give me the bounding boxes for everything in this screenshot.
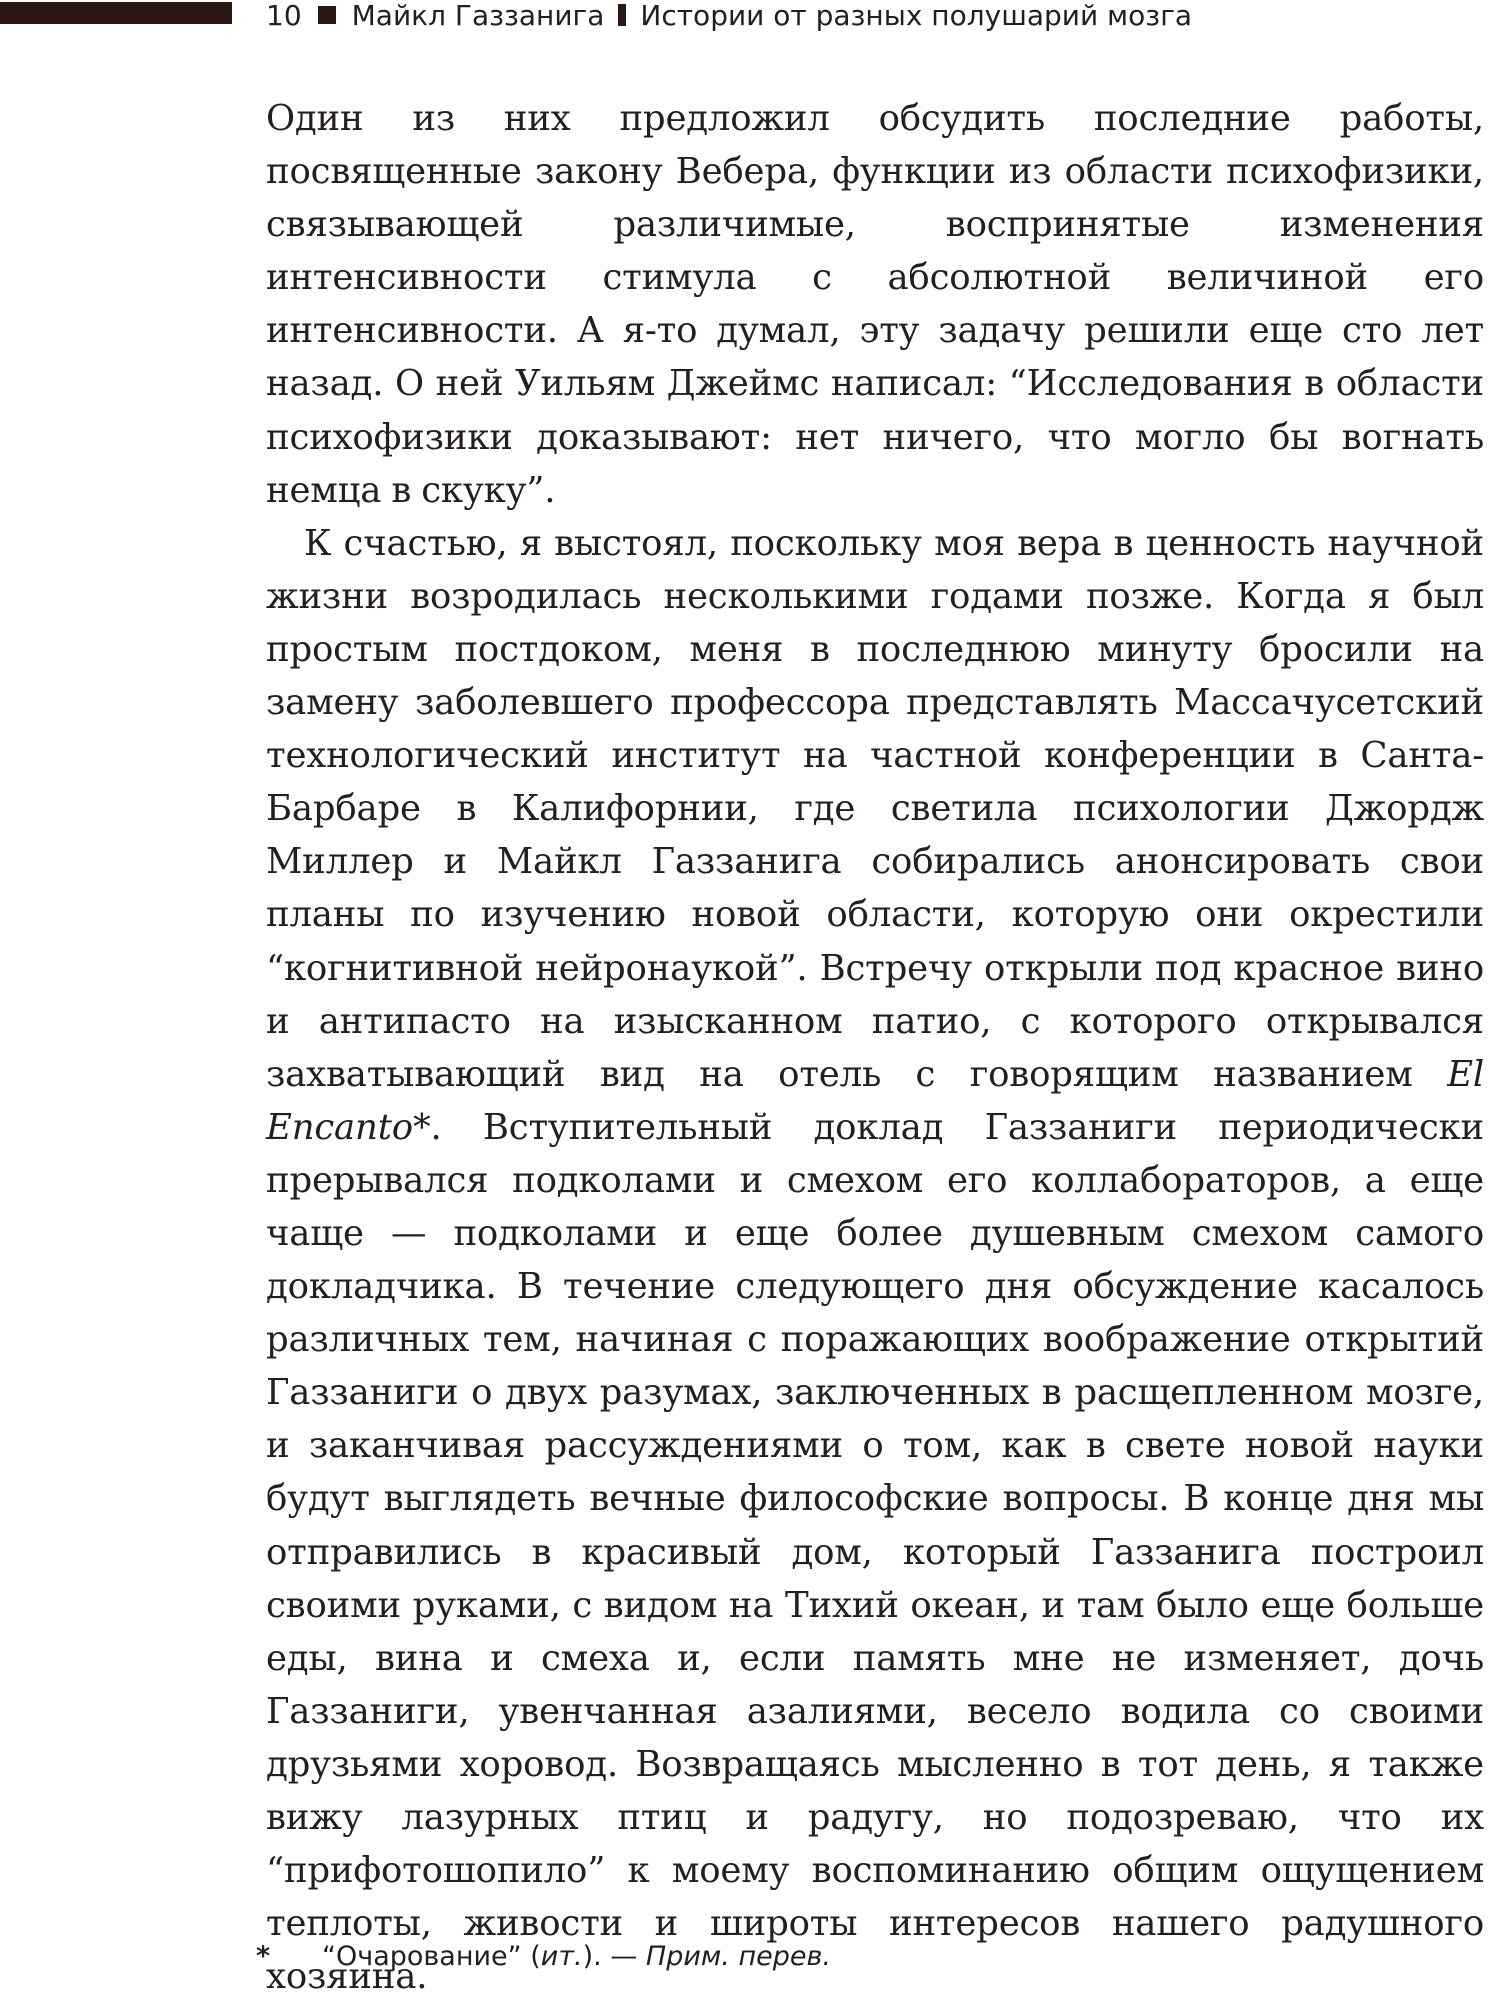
author-name: Майкл Газзанига [351, 0, 605, 32]
running-head [266, 0, 1192, 32]
footnote [256, 1941, 831, 1972]
footnote-text-2: ). — [582, 1941, 646, 1972]
paragraph-2-text-start: К счастью, я выстоял, поскольку моя вера в ценность научной жизни возродилась несколькими годами позже. Когда я был простым постдоком, меня в последнюю минуту бросили на замену заболевшего профессора представлять Массачусетский технологический институт на частной конференции в Санта-Барбаре в Калифорнии, где светила психологии Джордж Миллер и Майкл Газзанига собирались анонсировать свои планы по изучению новой области, которую они окрестили “когнитивной нейронаукой”. Встречу открыли под красное вино и антипасто на изысканном патио, с которого открывался захватывающий вид на отель с говорящим названием [266, 522, 1484, 1095]
body-text [266, 92, 1484, 2003]
footnote-mark: * [256, 1941, 271, 1972]
footnote-language: ит. [540, 1941, 583, 1972]
paragraph-2-text-end: . Вступительный доклад Газзаниги периодически прерывался подколами и смехом его коллабораторов, а еще чаще — подколами и еще более душевным смехом самого докладчика. В течение следующего дня обсуждение касалось различных тем, начиная с поражающих воображение открытий Газзаниги о двух разумах, заключенных в расщепленном мозге, и заканчивая рассуждениями о том, как в свете новой науки будут выглядеть вечные философские вопросы. В конце дня мы отправились в красивый дом, который Газзанига построил своими руками, с видом на Тихий океан, и там было еще больше еды, вина и смеха и, если память мне не изменяет, дочь Газзаниги, увенчанная азалиями, весело водила со своими друзьями хоровод. Возвращаясь мысленно в тот день, я также вижу лазурных птиц и радугу, но подозреваю, что их “прифотошопило” к моему воспоминанию общим ощущением теплоты, живости и широты интересов нашего радушного хозяина. [266, 1106, 1484, 1998]
footnote-text-1: “Очарование” ( [322, 1941, 541, 1972]
paragraph-2 [266, 517, 1484, 2003]
book-title: Истории от разных полушарий мозга [640, 0, 1193, 32]
page-number: 10 [266, 0, 302, 32]
separator-bar [618, 4, 626, 26]
paragraph-1: Один из них предложил обсудить последние работы, посвященные закону Вебера, функции из области психофизики, связывающей различимые, воспринятые изменения интенсивности стимула с абсолютной величиной его интенсивности. А я-то думал, эту задачу решили еще сто лет назад. О ней Уильям Джеймс написал: “Исследования в области психофизики доказывают: нет ничего, что могло бы вогнать немца в скуку”. [266, 98, 1484, 511]
footnote-reference: * [412, 1106, 431, 1148]
header-decorative-bar [0, 2, 232, 24]
hotel-name: El Encanto [266, 1053, 1484, 1148]
footnote-translator-note: Прим. перев. [645, 1941, 831, 1972]
separator-square [318, 6, 336, 24]
